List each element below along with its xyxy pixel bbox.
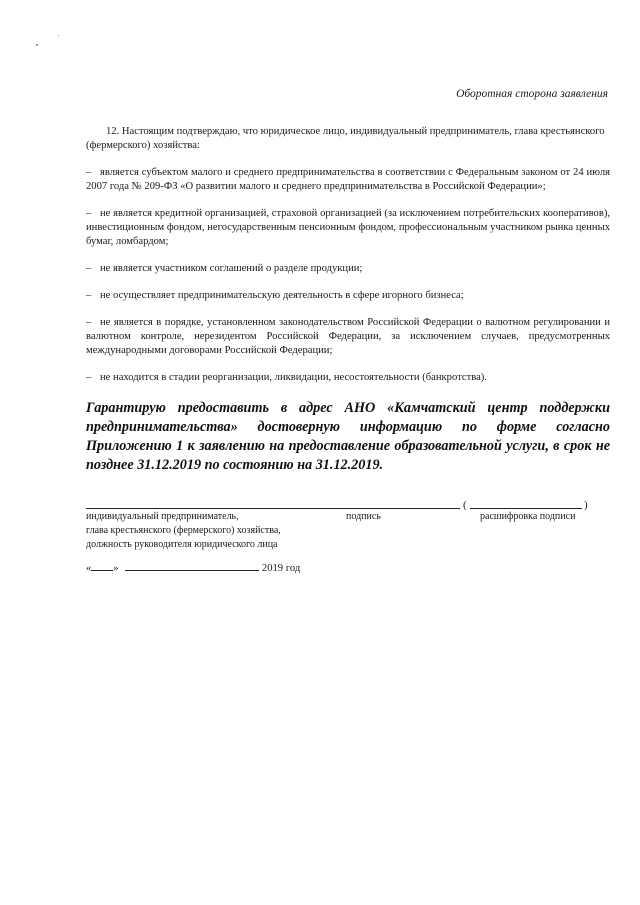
day-field[interactable] — [91, 560, 113, 571]
scan-speck — [58, 35, 59, 36]
year-text: 2019 год — [261, 563, 301, 574]
position-label-line: должность руководителя юридического лица — [86, 539, 278, 550]
dash-marker: – — [86, 290, 92, 301]
confirmation-item — [86, 316, 610, 358]
scan-speck — [36, 44, 38, 46]
confirmation-intro: 12. Настоящим подтверждаю, что юридическое лицо, индивидуальный предприниматель, глава крестьянского (фермерского) хозяйства: — [86, 126, 605, 151]
close-paren: ) — [584, 499, 588, 511]
dash-marker: – — [86, 317, 92, 328]
confirmation-item — [86, 166, 610, 194]
confirmation-item — [86, 207, 610, 249]
position-label-line: глава крестьянского (фермерского) хозяйства, — [86, 525, 281, 536]
guarantee-statement: Гарантирую предоставить в адрес АНО «Камчатский центр поддержки предпринимательства» достоверную информацию по форме согласно Приложению 1 к заявлению на предоставление образовательной услуги, в срок не позднее 31.12.2019 по состоянию на 31.12.2019. — [86, 400, 610, 473]
signature-label: подпись — [346, 511, 381, 522]
confirmation-item — [86, 289, 610, 303]
month-field[interactable] — [125, 560, 259, 571]
item-text: является субъектом малого и среднего предпринимательства в соответствии с Федеральным законом от 24 июля 2007 года № 209-ФЗ «О развитии малого и среднего предпринимательства в Российской Федерации»; — [86, 167, 610, 192]
reverse-side-note: Оборотная сторона заявления — [456, 88, 608, 100]
confirmation-section — [86, 125, 610, 475]
item-text: не является кредитной организацией, страховой организацией (за исключением потребительских кооперативов), инвестиционным фондом, негосударственным пенсионным фондом, профессиональным участником рынка ценных бумаг, ломбардом; — [86, 208, 610, 247]
position-label — [86, 510, 326, 552]
item-text: не является в порядке, установленном законодательством Российской Федерации о валютном регулировании и валютном контроле, нерезидентом Российской Федерации, за исключением случаев, предусмотренных международными договорами Российской Федерации; — [86, 317, 610, 356]
open-quote: « — [86, 563, 92, 574]
dash-marker: – — [86, 263, 92, 274]
decryption-label: расшифровка подписи — [480, 511, 576, 522]
date-row — [86, 560, 386, 574]
decryption-line[interactable] — [470, 508, 582, 509]
open-paren: ( — [463, 499, 467, 511]
item-text: не находится в стадии реорганизации, ликвидации, несостоятельности (банкротства). — [100, 372, 487, 383]
dash-marker: – — [86, 208, 92, 219]
position-signature-line[interactable] — [86, 508, 460, 509]
item-text: не является участником соглашений о разделе продукции; — [100, 263, 363, 274]
item-text: не осуществляет предпринимательскую деятельность в сфере игорного бизнеса; — [100, 290, 464, 301]
position-label-line: индивидуальный предприниматель, — [86, 511, 239, 522]
dash-marker: – — [86, 372, 92, 383]
confirmation-item — [86, 371, 610, 385]
confirmation-item — [86, 262, 610, 276]
signature-row — [86, 495, 612, 509]
dash-marker: – — [86, 167, 92, 178]
close-quote: » — [113, 563, 119, 574]
